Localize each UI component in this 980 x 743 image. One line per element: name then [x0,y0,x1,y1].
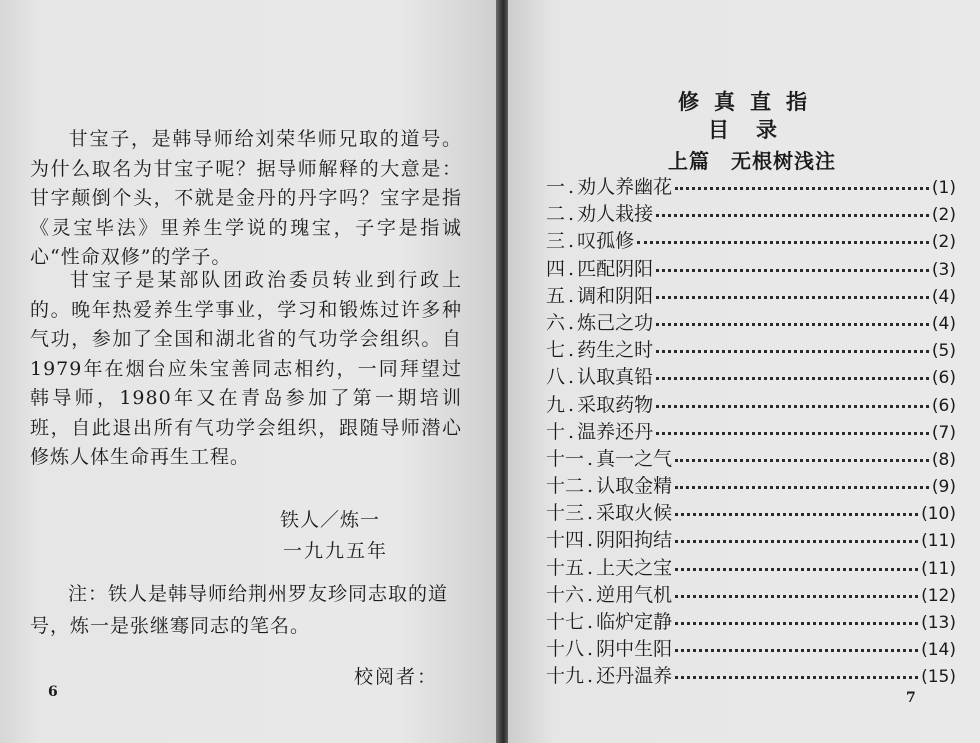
toc-entry-number: 十五 [546,556,585,579]
paragraph-ganbaozi-name [30,125,462,273]
toc-entry-title: 逆用气机 [596,583,673,606]
toc-entry-title: 炼己之功 [577,311,654,334]
toc-entry-number: 十六 [546,583,585,606]
toc-entry-separator: . [587,638,594,661]
toc-dot-leader [675,187,929,190]
toc-entry [546,226,956,253]
toc-entry-page: (1) [931,178,956,198]
toc-entry-separator: . [587,502,594,525]
toc-entry-separator: . [587,475,594,498]
book-title: 修真直指 [678,89,822,114]
right-page [508,0,980,743]
toc-entry-separator: . [587,447,594,470]
signature-date: 一九九五年 [283,540,389,562]
toc-entry-title: 药生之时 [577,339,654,362]
toc-entry-number: 十八 [546,638,585,661]
toc-entry-number: 七 [546,339,566,362]
toc-entry-separator: . [568,366,575,389]
toc-entry-title: 劝人栽接 [577,203,654,226]
toc-entry [546,634,956,661]
toc-entry-separator: . [587,611,594,633]
toc-entry [546,199,956,226]
toc-dot-leader [656,323,929,326]
toc-entry-page: (11) [921,531,956,552]
toc-entry-page: (2) [931,232,956,253]
toc-entry-title: 劝人养幽花 [577,176,673,198]
toc-entry-title: 认取真铅 [577,366,654,389]
toc-entry [546,525,956,552]
toc-entry [546,607,956,634]
toc-entry-number: 四 [546,257,566,280]
toc-entry [546,498,956,525]
toc-entry-number: 十二 [546,475,585,498]
toc-entry-number: 八 [546,366,566,389]
toc-entry-separator: . [568,257,575,280]
toc-entry-title: 认取金精 [596,475,673,498]
footnote [30,578,465,642]
toc-entry-number: 九 [546,393,566,416]
toc-entry-title: 温养还丹 [577,420,654,443]
toc-entry-number: 十三 [546,502,585,525]
toc-entry-title: 采取药物 [577,393,654,416]
toc-dot-leader [656,296,929,299]
toc-entry-separator: . [587,529,594,552]
paragraph-1-text: 甘宝子，是韩导师给刘荣华师兄取的道号。为什么取名为甘宝子呢？据导师解释的大意是：甘字颠倒个头，不就是金丹的丹字吗？宝字是指《灵宝毕法》里养生学说的瑰宝，子字是指诚心“性命双修”的学子。 [30,128,462,268]
author-signature: 铁人／炼一 [280,509,381,531]
toc-entry [546,308,956,335]
toc-entry [546,254,956,281]
toc-entry [546,471,956,498]
part-heading: 上篇 无根树浅注 [668,149,836,173]
toc-entry-number: 二 [546,203,566,226]
toc-entry [546,281,956,308]
toc-entry-page: (6) [931,368,956,389]
toc-entry-number: 十 [546,420,566,443]
toc-entry-page: (9) [931,477,956,498]
toc-entry-number: 十四 [546,529,585,552]
toc-entry-page: (7) [931,422,956,443]
toc-entry-title: 还丹温养 [596,665,673,688]
toc-dot-leader [675,486,929,489]
toc-dot-leader [675,676,918,679]
toc-entry [546,444,956,471]
toc-entry-separator: . [568,176,575,198]
toc-dot-leader [675,649,918,652]
toc-entry-number: 三 [546,230,566,253]
toc-entry-number: 六 [546,311,566,334]
toc-entry-page: (15) [921,667,956,688]
toc-entry-separator: . [568,284,575,307]
toc-entry [546,172,956,199]
toc-dot-leader [656,405,929,408]
toc-entry [546,362,956,389]
toc-entry [546,661,956,688]
toc-entry-separator: . [568,339,575,362]
toc-entry-number: 一 [546,176,566,198]
toc-dot-leader [656,269,929,272]
toc-dot-leader [637,241,929,244]
toc-entry-separator: . [568,230,575,253]
toc-entry-separator: . [568,420,575,443]
toc-entry-title: 上天之宝 [596,556,673,579]
toc-entry-page: (8) [931,449,956,470]
toc-heading: 目录 [708,117,804,142]
toc-dot-leader [675,459,929,462]
toc-entry [546,553,956,580]
toc-dot-leader [656,377,929,380]
toc-entry-number: 十九 [546,665,585,688]
toc-entry-page: (4) [931,286,956,307]
toc-entry-page: (6) [931,395,956,416]
toc-entry-page: (11) [921,558,956,579]
toc-entry-separator: . [587,583,594,606]
toc-entry-page: (3) [931,259,956,280]
toc-entry-title: 匹配阴阳 [577,257,654,280]
toc-entry-page: (10) [921,504,956,525]
toc-dot-leader [675,540,918,543]
toc-entry-page: (12) [921,585,956,606]
toc-entry-title: 阴中生阳 [596,638,673,661]
page-number-right: 7 [906,690,916,706]
toc-entry [546,335,956,362]
toc-entry-separator: . [568,203,575,226]
toc-entry [546,417,956,444]
toc-entry-separator: . [587,665,594,688]
toc-entry-title: 叹孤修 [577,230,635,253]
footnote-text: 注：铁人是韩导师给荆州罗友珍同志取的道号，炼一是张继骞同志的笔名。 [30,583,449,637]
toc-entry-title: 真一之气 [596,447,673,470]
toc-entry [546,580,956,607]
toc-entry-page: (13) [921,613,956,633]
toc-dot-leader [656,214,929,217]
page-number-left: 6 [48,684,58,700]
toc-entry-page: (14) [921,640,956,661]
toc-dot-leader [675,568,918,571]
toc-entry-separator: . [587,556,594,579]
toc-entry-separator: . [568,393,575,416]
toc-dot-leader [656,350,929,353]
toc-entry-title: 阴阳拘结 [596,529,673,552]
toc-entry-separator: . [568,311,575,334]
toc-entry-title: 调和阴阳 [577,284,654,307]
toc-entry-page: (4) [931,313,956,334]
toc-dot-leader [675,513,918,516]
toc-entry-page: (5) [931,341,956,362]
paragraph-2-text: 甘宝子是某部队团政治委员转业到行政上的。晚年热爱养生学事业，学习和锻炼过许多种气功，参加了全国和湖北省的气功学会组织。自1979年在烟台应朱宝善同志相约，一同拜望过韩导师，1980年又在青岛参加了第一期培训班，自此退出所有气功学会组织，跟随导师潜心修炼人体生命再生工程。 [30,269,462,468]
toc-dot-leader [656,432,929,435]
proofreader-label: 校阅者： [354,666,439,688]
toc-entry [546,390,956,417]
table-of-contents [546,172,956,689]
toc-dot-leader [675,595,918,598]
toc-entry-title: 采取火候 [596,502,673,525]
toc-entry-title: 临炉定静 [596,611,673,633]
toc-entry-number: 五 [546,284,566,307]
toc-entry-page: (2) [931,205,956,226]
toc-entry-number: 十一 [546,447,585,470]
toc-dot-leader [675,622,918,625]
paragraph-ganbaozi-bio [30,266,462,473]
toc-entry-number: 十七 [546,611,585,633]
